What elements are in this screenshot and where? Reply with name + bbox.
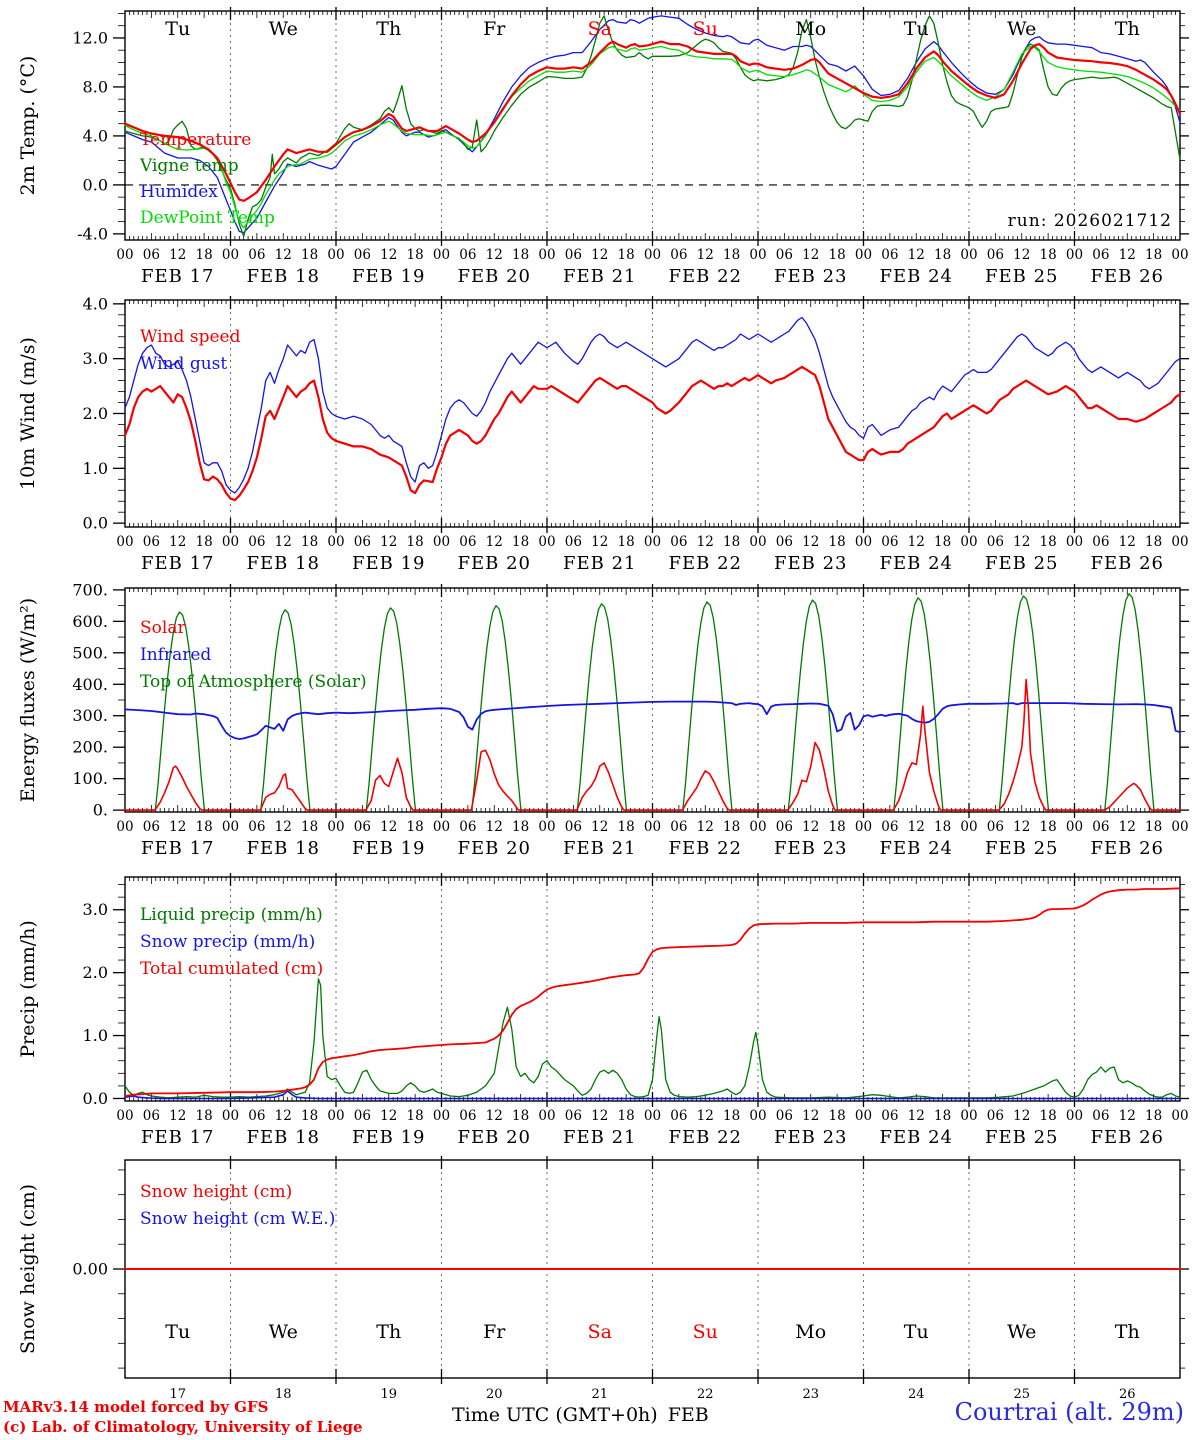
hour-label: 00 — [854, 247, 873, 263]
date-label: FEB 24 — [879, 838, 953, 859]
y-tick-label: 4.0 — [82, 126, 108, 146]
hour-label: 06 — [881, 534, 899, 550]
date-label: FEB 25 — [985, 553, 1059, 574]
day-number: 26 — [1118, 1387, 1136, 1402]
y-tick-label: 600. — [72, 611, 108, 631]
model-credit-line1: MARv3.14 model forced by GFS — [3, 1398, 269, 1416]
hour-label: 06 — [1092, 534, 1110, 550]
hour-label: 06 — [564, 1108, 582, 1124]
date-label: FEB 17 — [141, 266, 215, 287]
hour-label: 06 — [353, 819, 371, 835]
day-name: We — [1007, 18, 1037, 40]
day-name: Fr — [483, 18, 506, 40]
hour-label: 06 — [459, 534, 477, 550]
hour-label: 00 — [1171, 819, 1189, 835]
hour-label: 00 — [327, 247, 345, 263]
y-tick-label: 300. — [72, 706, 108, 726]
date-label: FEB 18 — [246, 266, 320, 287]
date-label: FEB 24 — [879, 553, 953, 574]
hour-label: 00 — [1171, 247, 1189, 263]
day-name: We — [1007, 1321, 1037, 1343]
panel-wind-10m — [17, 294, 1189, 574]
hour-label: 06 — [775, 819, 793, 835]
y-tick-label: 12.0 — [72, 28, 108, 48]
hour-label: 00 — [854, 819, 873, 835]
hour-label: 00 — [538, 534, 556, 550]
day-number: 22 — [696, 1387, 714, 1402]
hour-label: 12 — [907, 1108, 925, 1124]
y-tick-label: 2.0 — [82, 404, 108, 423]
hour-label: 12 — [802, 247, 820, 263]
y-tick-label: 0.0 — [82, 1088, 108, 1108]
legend-snow-height-0: Snow height (cm) — [140, 1182, 293, 1202]
legend-temp-2m-3: DewPoint Temp — [140, 208, 275, 228]
hour-label: 00 — [960, 247, 978, 263]
hour-label: 12 — [169, 534, 187, 550]
hour-label: 06 — [1092, 819, 1110, 835]
hour-label: 12 — [274, 247, 292, 263]
hour-label: 18 — [1145, 247, 1163, 263]
hour-label: 00 — [116, 819, 134, 835]
date-label: FEB 24 — [879, 266, 953, 287]
date-label: FEB 20 — [457, 838, 531, 859]
hour-label: 00 — [432, 247, 451, 263]
hour-label: 06 — [775, 247, 793, 263]
run-label: run: 2026021712 — [1007, 211, 1172, 231]
hour-label: 00 — [432, 534, 451, 550]
hour-label: 18 — [617, 1108, 635, 1124]
date-label: FEB 26 — [1090, 1127, 1164, 1148]
day-name: Th — [1114, 18, 1140, 40]
y-tick-label: 1.0 — [82, 458, 108, 478]
date-label: FEB 23 — [774, 838, 848, 859]
hour-label: 06 — [670, 247, 688, 263]
y-tick-label: 0.00 — [72, 1259, 108, 1279]
date-label: FEB 26 — [1090, 838, 1164, 859]
hour-label: 00 — [1065, 534, 1084, 550]
y-axis-label: Energy fluxes (W/m²) — [17, 597, 39, 803]
date-label: FEB 22 — [668, 553, 742, 574]
hour-label: 12 — [696, 247, 714, 263]
hour-label: 18 — [301, 1108, 319, 1124]
hour-label: 18 — [1039, 534, 1057, 550]
hour-label: 06 — [142, 1108, 160, 1124]
hour-label: 18 — [617, 247, 635, 263]
hour-label: 12 — [591, 247, 609, 263]
hour-label: 12 — [907, 247, 925, 263]
hour-label: 12 — [1013, 819, 1031, 835]
hour-label: 12 — [591, 819, 609, 835]
hour-label: 12 — [1118, 1108, 1136, 1124]
hour-label: 00 — [1171, 1108, 1189, 1124]
hour-label: 18 — [723, 1108, 741, 1124]
y-tick-label: 700. — [72, 580, 108, 600]
date-label: FEB 25 — [985, 838, 1059, 859]
y-tick-label: 3.0 — [82, 349, 108, 369]
hour-label: 00 — [749, 534, 767, 550]
hour-label: 06 — [986, 247, 1004, 263]
hour-label: 12 — [1013, 247, 1031, 263]
hour-label: 18 — [723, 534, 741, 550]
month-label: FEB — [667, 1404, 709, 1426]
model-credit — [3, 1397, 363, 1437]
date-label: FEB 25 — [985, 266, 1059, 287]
hour-label: 00 — [221, 534, 240, 550]
date-label: FEB 20 — [457, 266, 531, 287]
hour-label: 18 — [723, 247, 741, 263]
hour-label: 18 — [195, 1108, 213, 1124]
hour-label: 00 — [1065, 247, 1084, 263]
hour-label: 18 — [1145, 534, 1163, 550]
hour-label: 06 — [986, 819, 1004, 835]
hour-label: 12 — [802, 534, 820, 550]
hour-label: 12 — [274, 819, 292, 835]
hour-label: 12 — [907, 819, 925, 835]
hour-label: 18 — [195, 819, 213, 835]
hour-label: 06 — [248, 534, 266, 550]
legend-temp-2m-0: Temperature — [140, 130, 252, 150]
hour-label: 18 — [512, 1108, 530, 1124]
date-label: FEB 22 — [668, 1127, 742, 1148]
date-label: FEB 17 — [141, 838, 215, 859]
hour-label: 06 — [670, 819, 688, 835]
legend-precip-2: Total cumulated (cm) — [140, 959, 324, 979]
legend-snow-height-1: Snow height (cm W.E.) — [140, 1209, 336, 1229]
day-name: Sa — [587, 1321, 612, 1343]
date-label: FEB 18 — [246, 838, 320, 859]
y-tick-label: 8.0 — [82, 77, 108, 97]
hour-label: 12 — [274, 1108, 292, 1124]
hour-label: 00 — [116, 247, 134, 263]
y-tick-label: 0. — [92, 800, 108, 820]
panel-precip — [17, 873, 1189, 1148]
panel-temp-2m — [17, 7, 1189, 287]
y-tick-label: 0.0 — [82, 513, 108, 533]
hour-label: 18 — [828, 1108, 846, 1124]
date-label: FEB 23 — [774, 1127, 848, 1148]
station-label: Courtrai (alt. 29m) — [954, 1398, 1184, 1426]
hour-label: 18 — [934, 534, 952, 550]
hour-label: 06 — [248, 247, 266, 263]
hour-label: 12 — [485, 1108, 503, 1124]
hour-label: 06 — [353, 247, 371, 263]
hour-label: 12 — [802, 1108, 820, 1124]
hour-label: 00 — [1065, 819, 1084, 835]
hour-label: 12 — [380, 1108, 398, 1124]
legend-energy-fluxes-0: Solar — [140, 618, 186, 638]
hour-label: 06 — [142, 534, 160, 550]
series-liquid-precip — [125, 979, 1180, 1098]
hour-label: 12 — [591, 1108, 609, 1124]
date-label: FEB 26 — [1090, 266, 1164, 287]
day-number: 19 — [380, 1387, 398, 1402]
day-number: 23 — [802, 1387, 820, 1402]
hour-label: 00 — [643, 1108, 662, 1124]
hour-label: 00 — [221, 1108, 240, 1124]
hour-label: 00 — [749, 247, 767, 263]
hour-label: 18 — [617, 534, 635, 550]
legend-wind-10m-0: Wind speed — [140, 327, 241, 347]
hour-label: 00 — [960, 534, 978, 550]
hour-label: 00 — [854, 534, 873, 550]
hour-label: 00 — [116, 1108, 134, 1124]
hour-label: 06 — [142, 247, 160, 263]
hour-label: 18 — [301, 819, 319, 835]
hour-label: 06 — [986, 534, 1004, 550]
hour-label: 00 — [749, 1108, 767, 1124]
hour-label: 00 — [960, 1108, 978, 1124]
hour-label: 06 — [881, 819, 899, 835]
hour-label: 12 — [274, 534, 292, 550]
hour-label: 06 — [248, 819, 266, 835]
hour-label: 18 — [934, 819, 952, 835]
y-tick-label: 200. — [72, 737, 108, 757]
date-label: FEB 19 — [352, 266, 426, 287]
day-name: Mo — [795, 18, 827, 40]
date-label: FEB 24 — [879, 1127, 953, 1148]
date-label: FEB 18 — [246, 553, 320, 574]
hour-label: 00 — [538, 247, 556, 263]
day-name: Fr — [483, 1321, 506, 1343]
day-name: Tu — [165, 18, 191, 40]
hour-label: 00 — [221, 247, 240, 263]
hour-label: 06 — [353, 1108, 371, 1124]
hour-label: 12 — [591, 534, 609, 550]
hour-label: 12 — [907, 534, 925, 550]
date-label: FEB 17 — [141, 1127, 215, 1148]
hour-label: 18 — [1145, 819, 1163, 835]
date-label: FEB 25 — [985, 1127, 1059, 1148]
legend-wind-10m-1: Wind gust — [140, 354, 228, 374]
y-axis-label: 10m Wind (m/s) — [17, 337, 39, 490]
day-name: We — [268, 1321, 298, 1343]
hour-label: 18 — [1039, 819, 1057, 835]
hour-label: 00 — [327, 819, 345, 835]
hour-label: 06 — [459, 1108, 477, 1124]
hour-label: 06 — [564, 534, 582, 550]
hour-label: 00 — [538, 1108, 556, 1124]
hour-label: 12 — [1118, 247, 1136, 263]
hour-label: 06 — [1092, 1108, 1110, 1124]
date-label: FEB 23 — [774, 266, 848, 287]
hour-label: 18 — [512, 534, 530, 550]
y-tick-label: 2.0 — [82, 963, 108, 983]
hour-label: 18 — [301, 247, 319, 263]
y-tick-label: 1.0 — [82, 1026, 108, 1046]
hour-label: 12 — [802, 819, 820, 835]
hour-label: 00 — [1171, 534, 1189, 550]
hour-label: 18 — [406, 1108, 424, 1124]
day-name: Tu — [903, 1321, 929, 1343]
day-number: 20 — [485, 1387, 503, 1402]
hour-label: 12 — [1118, 819, 1136, 835]
panel-energy-fluxes — [17, 580, 1189, 859]
hour-label: 12 — [380, 247, 398, 263]
day-name: Sa — [587, 18, 612, 40]
day-name: Mo — [795, 1321, 827, 1343]
hour-label: 12 — [485, 819, 503, 835]
hour-label: 06 — [881, 247, 899, 263]
hour-label: 18 — [1039, 1108, 1057, 1124]
hour-label: 12 — [380, 819, 398, 835]
hour-label: 18 — [828, 534, 846, 550]
hour-label: 06 — [564, 819, 582, 835]
hour-label: 12 — [485, 534, 503, 550]
day-name: Tu — [903, 18, 929, 40]
hour-label: 18 — [195, 534, 213, 550]
hour-label: 00 — [643, 819, 662, 835]
hour-label: 12 — [485, 247, 503, 263]
day-name: We — [268, 18, 298, 40]
y-tick-label: -4.0 — [77, 224, 108, 244]
day-number: 18 — [274, 1387, 292, 1402]
hour-label: 18 — [512, 247, 530, 263]
hour-label: 18 — [723, 819, 741, 835]
hour-label: 12 — [169, 819, 187, 835]
day-number: 24 — [907, 1387, 925, 1402]
y-tick-label: 4.0 — [82, 294, 108, 314]
hour-label: 00 — [432, 819, 451, 835]
hour-label: 18 — [934, 1108, 952, 1124]
date-label: FEB 20 — [457, 553, 531, 574]
model-credit-line2: (c) Lab. of Climatology, University of Liege — [3, 1418, 363, 1436]
hour-label: 06 — [986, 1108, 1004, 1124]
hour-label: 18 — [406, 247, 424, 263]
hour-label: 12 — [1013, 1108, 1031, 1124]
hour-label: 12 — [696, 819, 714, 835]
hour-label: 12 — [1118, 534, 1136, 550]
hour-label: 12 — [696, 1108, 714, 1124]
hour-label: 00 — [221, 819, 240, 835]
y-tick-label: 100. — [72, 769, 108, 789]
time-utc-label: Time UTC (GMT+0h) — [452, 1404, 658, 1426]
hour-label: 00 — [643, 534, 662, 550]
hour-label: 18 — [828, 247, 846, 263]
day-name: Su — [692, 18, 718, 40]
hour-label: 18 — [617, 819, 635, 835]
day-number: 17 — [169, 1387, 187, 1402]
day-name: Th — [1114, 1321, 1140, 1343]
hour-label: 12 — [380, 534, 398, 550]
hour-label: 18 — [1039, 247, 1057, 263]
date-label: FEB 21 — [563, 1127, 637, 1148]
hour-label: 06 — [142, 819, 160, 835]
x-axis-title — [452, 1404, 709, 1426]
date-label: FEB 22 — [668, 266, 742, 287]
hour-label: 00 — [327, 534, 345, 550]
hour-label: 06 — [775, 1108, 793, 1124]
date-label: FEB 21 — [563, 838, 637, 859]
hour-label: 12 — [1013, 534, 1031, 550]
hour-label: 06 — [1092, 247, 1110, 263]
hour-label: 06 — [459, 819, 477, 835]
hour-label: 00 — [749, 819, 767, 835]
hour-label: 12 — [169, 247, 187, 263]
hour-label: 00 — [643, 247, 662, 263]
date-label: FEB 19 — [352, 838, 426, 859]
hour-label: 18 — [512, 819, 530, 835]
hour-label: 18 — [406, 534, 424, 550]
hour-label: 06 — [775, 534, 793, 550]
hour-label: 00 — [1065, 1108, 1084, 1124]
y-axis-label: Precip (mm/h) — [17, 920, 39, 1058]
day-name: Su — [692, 1321, 718, 1343]
hour-label: 18 — [301, 534, 319, 550]
hour-label: 18 — [406, 819, 424, 835]
date-label: FEB 21 — [563, 553, 637, 574]
hour-label: 06 — [670, 1108, 688, 1124]
hour-label: 12 — [696, 534, 714, 550]
hour-label: 06 — [564, 247, 582, 263]
legend-temp-2m-1: Vigne temp — [140, 156, 239, 176]
hour-label: 00 — [854, 1108, 873, 1124]
y-tick-label: 3.0 — [82, 900, 108, 920]
hour-label: 12 — [169, 1108, 187, 1124]
date-label: FEB 20 — [457, 1127, 531, 1148]
hour-label: 18 — [1145, 1108, 1163, 1124]
date-label: FEB 19 — [352, 553, 426, 574]
day-number: 21 — [591, 1387, 609, 1402]
date-label: FEB 26 — [1090, 553, 1164, 574]
y-axis-label: 2m Temp. (°C) — [17, 55, 39, 196]
day-name: Th — [376, 1321, 402, 1343]
y-tick-label: 500. — [72, 643, 108, 663]
date-label: FEB 18 — [246, 1127, 320, 1148]
axis-box — [125, 588, 1180, 812]
hour-label: 18 — [934, 247, 952, 263]
hour-label: 06 — [459, 247, 477, 263]
legend-energy-fluxes-2: Top of Atmosphere (Solar) — [140, 672, 367, 692]
legend-precip-1: Snow precip (mm/h) — [140, 932, 316, 952]
date-label: FEB 23 — [774, 553, 848, 574]
y-tick-label: 0.0 — [82, 175, 108, 195]
date-label: FEB 17 — [141, 553, 215, 574]
date-label: FEB 21 — [563, 266, 637, 287]
y-axis-label: Snow height (cm) — [17, 1183, 39, 1355]
hour-label: 00 — [116, 534, 134, 550]
hour-label: 00 — [327, 1108, 345, 1124]
legend-temp-2m-2: Humidex — [140, 182, 218, 202]
hour-label: 06 — [670, 534, 688, 550]
day-name: Tu — [165, 1321, 191, 1343]
legend-energy-fluxes-1: Infrared — [140, 645, 212, 665]
hour-label: 06 — [881, 1108, 899, 1124]
legend-precip-0: Liquid precip (mm/h) — [140, 905, 323, 925]
hour-label: 06 — [248, 1108, 266, 1124]
hour-label: 00 — [432, 1108, 451, 1124]
date-label: FEB 22 — [668, 838, 742, 859]
hour-label: 18 — [828, 819, 846, 835]
panel-snow-height — [17, 1156, 1189, 1402]
date-label: FEB 19 — [352, 1127, 426, 1148]
hour-label: 00 — [538, 819, 556, 835]
day-name: Th — [376, 18, 402, 40]
hour-label: 00 — [960, 819, 978, 835]
hour-label: 06 — [353, 534, 371, 550]
y-tick-label: 400. — [72, 674, 108, 694]
day-number: 25 — [1013, 1387, 1031, 1402]
hour-label: 18 — [195, 247, 213, 263]
